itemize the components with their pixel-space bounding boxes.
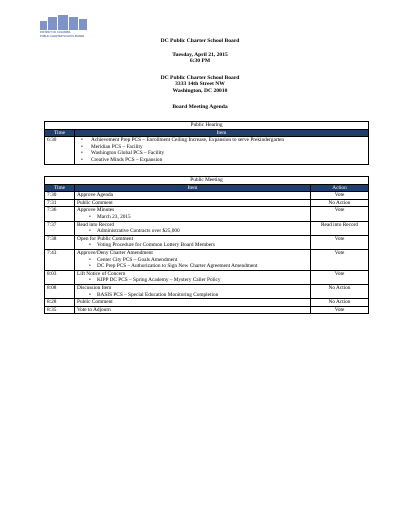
meeting-date-time — [0, 52, 400, 65]
row-action: No Action — [311, 284, 369, 298]
row-sub-list — [77, 257, 308, 270]
hearing-item-list — [77, 137, 366, 163]
row-item: Approve Agenda — [77, 192, 114, 199]
row-action: Vote — [311, 207, 369, 221]
row-item: Approve Minutes — [77, 207, 115, 214]
row-action: Vote — [311, 192, 369, 200]
table-row — [45, 249, 369, 270]
hearing-item: • Meridian PCS – Facility — [81, 144, 366, 151]
meeting-rows — [45, 192, 369, 314]
address-org: DC Public Charter School Board — [160, 75, 240, 81]
row-action: Vote — [311, 249, 369, 270]
row-item-cell — [75, 199, 311, 207]
row-item-cell — [75, 270, 311, 284]
row-item: Lift Notice of Concern — [77, 270, 126, 277]
table-row — [45, 235, 369, 249]
hearing-item: • Creative Minds PCS – Expansion — [81, 157, 366, 164]
row-time: 7:37 — [45, 221, 75, 235]
row-sub-list — [77, 214, 308, 221]
row-item: Public Comment — [77, 199, 113, 206]
row-sub-item: • BASIS PCS – Special Education Monitoring Completion — [89, 292, 308, 299]
table-row — [45, 306, 369, 314]
pcsb-logo-mark — [40, 15, 100, 30]
row-time: 8:28 — [45, 299, 75, 307]
row-item-cell — [75, 192, 311, 200]
logo-text-line-1: DISTRICT OF COLUMBIA — [40, 31, 71, 34]
row-time: 7:43 — [45, 249, 75, 270]
hearing-item: • Washington Global PCS – Facility — [81, 150, 366, 157]
row-sub-item: • March 23, 2015 — [89, 214, 308, 221]
table-row — [45, 270, 369, 284]
row-action: Read into Record — [311, 221, 369, 235]
row-item: Open for Public Comment — [77, 235, 134, 242]
meeting-date: Tuesday, April 21, 2015 — [172, 52, 228, 58]
row-item-cell — [75, 306, 311, 314]
row-time: 7:38 — [45, 235, 75, 249]
table-row — [45, 284, 369, 298]
hearing-col-time: Time — [45, 129, 75, 137]
row-item-cell — [75, 235, 311, 249]
row-action: No Action — [311, 199, 369, 207]
row-sub-list — [77, 228, 308, 235]
row-sub-list — [77, 242, 308, 249]
row-sub-item: • Center City PCS – Goals Amendment — [89, 257, 308, 264]
row-item: Approve/Deny Charter Amendment — [77, 249, 153, 256]
row-item: Vote to Adjourn — [77, 306, 111, 313]
row-sub-item: • DC Prep PCS – Authorization to Sign New Charter Agreement Amendment — [89, 263, 308, 270]
row-item-cell — [75, 299, 311, 307]
row-time: 7:30 — [45, 192, 75, 200]
table-row — [45, 207, 369, 221]
meeting-col-action: Action — [311, 184, 369, 192]
hearing-item: • Achievement Prep PCS – Enrollment Ceiling Increase, Expansion to serve Prekindergarten — [81, 137, 366, 144]
logo-text-line-2: PUBLIC CHARTER SCHOOL BOARD — [40, 35, 85, 38]
table-row — [45, 137, 369, 164]
table-row — [45, 192, 369, 200]
row-time: 7:36 — [45, 207, 75, 221]
row-item-cell — [75, 284, 311, 298]
row-action: Vote — [311, 270, 369, 284]
row-sub-list — [77, 277, 308, 284]
meeting-time: 6:30 PM — [189, 58, 211, 65]
row-time: 8:03 — [45, 270, 75, 284]
address-street: 3333 14th Street NW — [175, 81, 225, 88]
row-item: Public Comment — [77, 299, 113, 306]
row-time: 8:08 — [45, 284, 75, 298]
row-time: 7:31 — [45, 199, 75, 207]
table-row — [45, 221, 369, 235]
hearing-time: 6:30 — [45, 137, 75, 164]
row-item-cell — [75, 207, 311, 221]
row-item: Discussion Item — [77, 284, 112, 291]
public-hearing-table — [44, 121, 369, 165]
row-action: No Action — [311, 299, 369, 307]
row-time: 8:35 — [45, 306, 75, 314]
row-sub-item: • Voting Procedure for Common Lottery Board Members — [89, 242, 308, 249]
row-action: Vote — [311, 306, 369, 314]
public-meeting-title: Public Meeting — [45, 177, 369, 185]
public-meeting-table — [44, 176, 369, 314]
row-sub-list — [77, 292, 308, 299]
meeting-col-time: Time — [45, 184, 75, 192]
hearing-col-item: Item — [75, 129, 369, 137]
row-item: Read into Record — [77, 221, 115, 228]
hearing-items-cell — [75, 137, 369, 164]
row-action: Vote — [311, 235, 369, 249]
table-row — [45, 199, 369, 207]
document-title: DC Public Charter School Board — [160, 38, 240, 44]
row-item-cell — [75, 249, 311, 270]
row-sub-item: • KIPP DC PCS – Spring Academy – Mystery Caller Policy — [89, 277, 308, 284]
meeting-address — [0, 75, 400, 94]
row-item-cell — [75, 221, 311, 235]
table-row — [45, 299, 369, 307]
row-sub-item: • Administrative Contracts over $25,000 — [89, 228, 308, 235]
agenda-title: Board Meeting Agenda — [172, 104, 228, 110]
public-hearing-title: Public Hearing — [45, 122, 369, 130]
address-city: Washington, DC 20010 — [172, 87, 228, 94]
meeting-col-item: Item — [75, 184, 311, 192]
